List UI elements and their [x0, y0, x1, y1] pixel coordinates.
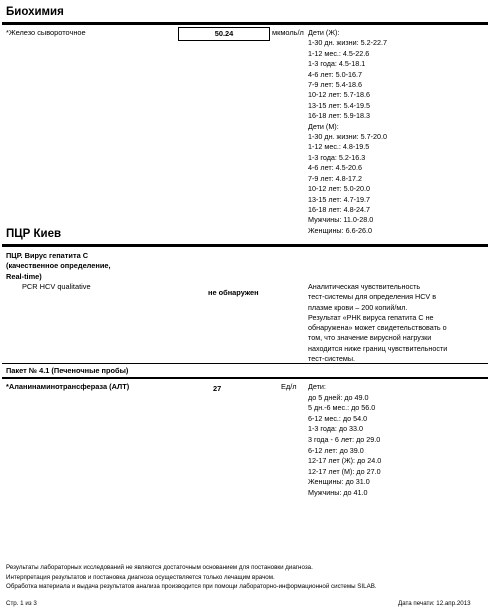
- comment-line: тест-системы.: [308, 354, 356, 364]
- test-name-alt: *Аланинаминотрансфераза (АЛТ): [6, 382, 130, 391]
- comment-line: том, что значение вирусной нагрузки: [308, 333, 432, 343]
- ref-line: Женщины: 6.6-26.0: [308, 225, 372, 235]
- ref-line: 7-9 лет: 5.4-18.6: [308, 80, 362, 90]
- ref-line: Женщины: до 31.0: [308, 477, 370, 487]
- ref-line: Мужчины: до 41.0: [308, 487, 368, 497]
- comment-line: обнаружена» может свидетельствовать о: [308, 323, 447, 333]
- ref-line: 1-12 мес.: 4.8-19.5: [308, 142, 370, 152]
- ref-line: 1-3 года: 4.5-18.1: [308, 59, 366, 69]
- reference-ranges-alt: [308, 382, 381, 499]
- ref-line: 16-18 лет: 5.9-18.3: [308, 111, 370, 121]
- ref-line: 1-3 года: до 33.0: [308, 424, 364, 434]
- test-name-hcv: [6, 251, 111, 282]
- result-value-iron: 50.24: [178, 27, 270, 41]
- comment-line: Аналитическая чувствительность: [308, 282, 421, 291]
- ref-line: Дети (М):: [308, 121, 339, 131]
- ref-line: 13-15 лет: 5.4-19.5: [308, 100, 370, 110]
- print-date: Дата печати: 12.апр.2013: [398, 600, 471, 607]
- ref-line: 6-12 мес.: до 54.0: [308, 413, 368, 423]
- comment-line: Результат «РНК вируса гепатита С не: [308, 312, 434, 322]
- ref-line: 1-12 мес.: 4.5-22.6: [308, 48, 370, 58]
- result-value-alt: 27: [213, 384, 222, 393]
- ref-line: Дети:: [308, 382, 326, 391]
- ref-line: 1-3 года: 5.2-16.3: [308, 152, 366, 162]
- comment-line: тест-системы для определения HCV в: [308, 292, 437, 302]
- test-name-line: (качественное определение,: [6, 261, 111, 271]
- ref-line: 12-17 лет (М): до 27.0: [308, 466, 381, 476]
- test-name-iron: *Железо сывороточное: [6, 28, 86, 37]
- unit-alt: Ед/л: [281, 382, 297, 391]
- section-title-pcr: ПЦР Киев: [6, 228, 62, 240]
- reference-ranges-iron: [308, 28, 387, 236]
- footer-note: Результаты лабораторных исследований не являются достаточным основанием для постановки диагноза.: [6, 564, 313, 571]
- result-value-hcv: не обнаружен: [208, 288, 259, 297]
- comment-hcv: [308, 282, 447, 364]
- footer-note: Интерпретация результатов и постановка диагноза осуществляется только лечащим врачом.: [6, 573, 275, 581]
- ref-line: 1-30 дн. жизни: 5.7-20.0: [308, 132, 388, 142]
- ref-line: 3 года - 6 лет: до 29.0: [308, 434, 381, 444]
- test-name-line: ПЦР. Вирус гепатита С: [6, 251, 89, 260]
- ref-line: 7-9 лет: 4.8-17.2: [308, 173, 362, 183]
- ref-line: до 5 дней: до 49.0: [308, 392, 369, 402]
- ref-line: 16-18 лет: 4.8-24.7: [308, 204, 370, 214]
- section-title-biochem: Биохимия: [6, 6, 64, 18]
- ref-line: 6-12 лет: до 39.0: [308, 445, 364, 455]
- page-number: Стр. 1 из 3: [6, 600, 37, 607]
- footer-note: Обработка материала и выдача результатов анализа производится при помощи лабораторно-информационной системы SILAB.: [6, 583, 377, 591]
- ref-line: 5 дн.-6 мес.: до 56.0: [308, 403, 376, 413]
- ref-line: 10-12 лет: 5.0-20.0: [308, 184, 370, 194]
- unit-iron: мкмоль/л: [272, 28, 304, 37]
- footer-notes: [6, 563, 377, 592]
- ref-line: 4-6 лет: 5.0-16.7: [308, 69, 362, 79]
- section-divider: [2, 22, 488, 25]
- ref-line: 1-30 дн. жизни: 5.2-22.7: [308, 38, 388, 48]
- package-title: Пакет № 4.1 (Печеночные пробы): [6, 366, 129, 375]
- ref-line: 10-12 лет: 5.7-18.6: [308, 90, 370, 100]
- ref-line: Мужчины: 11.0-28.0: [308, 215, 374, 225]
- package-top-rule: [2, 363, 488, 364]
- section-divider: [2, 244, 488, 247]
- comment-line: находится ниже границ чувствительности: [308, 343, 448, 353]
- test-name-line: Real-time): [6, 271, 42, 281]
- method-hcv: PCR HCV qualitative: [22, 282, 91, 291]
- ref-line: 4-6 лет: 4.5-20.6: [308, 163, 362, 173]
- ref-line: 12-17 лет (Ж): до 24.0: [308, 456, 382, 466]
- package-divider: [2, 377, 488, 379]
- ref-line: 13-15 лет: 4.7-19.7: [308, 194, 370, 204]
- comment-line: плазме крови – 200 копий/мл.: [308, 302, 408, 312]
- ref-line: Дети (Ж):: [308, 28, 340, 37]
